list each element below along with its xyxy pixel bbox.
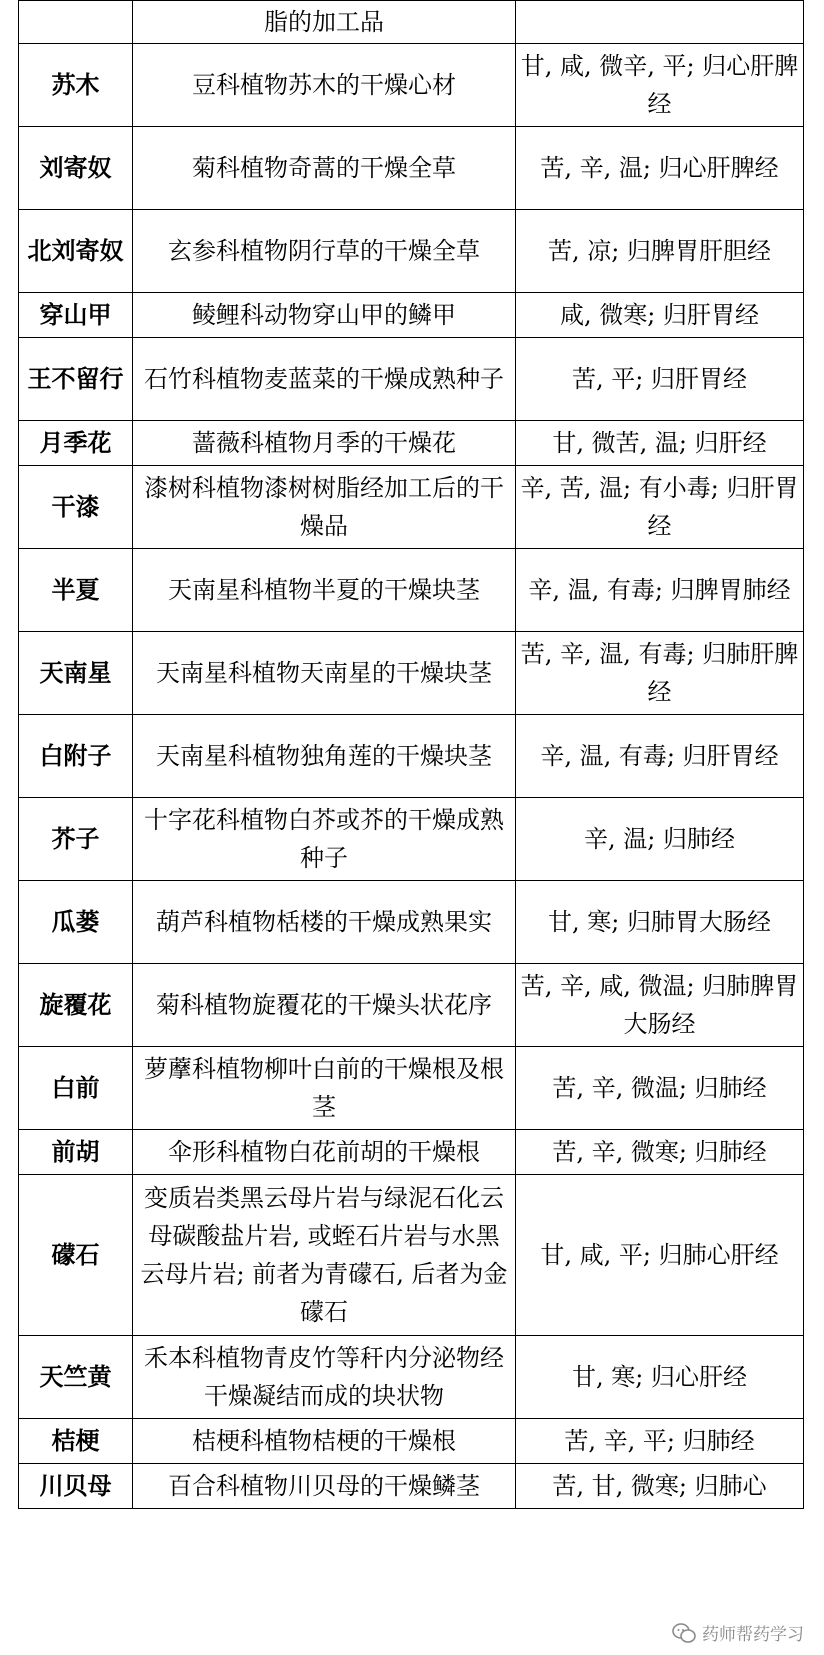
herb-property-cell: 苦, 辛, 平; 归肺经 bbox=[516, 1419, 804, 1464]
herb-source-cell: 葫芦科植物栝楼的干燥成熟果实 bbox=[133, 881, 516, 964]
herb-source-cell: 桔梗科植物桔梗的干燥根 bbox=[133, 1419, 516, 1464]
herb-name-cell: 苏木 bbox=[19, 44, 133, 127]
table-row bbox=[19, 1130, 804, 1175]
herb-table bbox=[18, 0, 804, 1509]
herb-property-cell: 咸, 微寒; 归肝胃经 bbox=[516, 293, 804, 338]
continuation-row bbox=[19, 1, 804, 44]
table-row bbox=[19, 549, 804, 632]
herb-source-cell: 菊科植物旋覆花的干燥头状花序 bbox=[133, 964, 516, 1047]
herb-name-cell: 天竺黄 bbox=[19, 1336, 133, 1419]
herb-property-cell: 苦, 凉; 归脾胃肝胆经 bbox=[516, 210, 804, 293]
herb-property-cell: 辛, 温; 归肺经 bbox=[516, 798, 804, 881]
herb-source-cell: 变质岩类黑云母片岩与绿泥石化云母碳酸盐片岩, 或蛭石片岩与水黑云母片岩; 前者为青礞石, 后者为金礞石 bbox=[133, 1175, 516, 1336]
herb-property-cell: 辛, 苦, 温; 有小毒; 归肝胃经 bbox=[516, 466, 804, 549]
herb-name-cell: 月季花 bbox=[19, 421, 133, 466]
herb-name-cell: 刘寄奴 bbox=[19, 127, 133, 210]
table-row bbox=[19, 881, 804, 964]
table-row bbox=[19, 210, 804, 293]
herb-name-cell: 天南星 bbox=[19, 632, 133, 715]
herb-name-cell: 白前 bbox=[19, 1047, 133, 1130]
herb-name-cell: 穿山甲 bbox=[19, 293, 133, 338]
herb-name-cell: 川贝母 bbox=[19, 1464, 133, 1509]
watermark-text: 药师帮药学习 bbox=[702, 1625, 804, 1645]
herb-property-cell: 苦, 平; 归肝胃经 bbox=[516, 338, 804, 421]
herb-property-cell: 辛, 温, 有毒; 归肝胃经 bbox=[516, 715, 804, 798]
herb-property-cell: 苦, 辛, 咸, 微温; 归肺脾胃大肠经 bbox=[516, 964, 804, 1047]
herb-source-cell: 伞形科植物白花前胡的干燥根 bbox=[133, 1130, 516, 1175]
herb-property-cell: 苦, 辛, 温; 归心肝脾经 bbox=[516, 127, 804, 210]
table-row bbox=[19, 293, 804, 338]
herb-property-cell: 甘, 寒; 归肺胃大肠经 bbox=[516, 881, 804, 964]
continuation-name-cell bbox=[19, 1, 133, 44]
herb-property-cell: 苦, 辛, 微寒; 归肺经 bbox=[516, 1130, 804, 1175]
herb-name-cell: 白附子 bbox=[19, 715, 133, 798]
herb-name-cell: 北刘寄奴 bbox=[19, 210, 133, 293]
table-row bbox=[19, 1175, 804, 1336]
herb-name-cell: 礞石 bbox=[19, 1175, 133, 1336]
herb-source-cell: 十字花科植物白芥或芥的干燥成熟种子 bbox=[133, 798, 516, 881]
herb-source-cell: 萝藦科植物柳叶白前的干燥根及根茎 bbox=[133, 1047, 516, 1130]
herb-source-cell: 漆树科植物漆树树脂经加工后的干燥品 bbox=[133, 466, 516, 549]
herb-property-cell: 甘, 咸, 平; 归肺心肝经 bbox=[516, 1175, 804, 1336]
herb-name-cell: 瓜蒌 bbox=[19, 881, 133, 964]
herb-source-cell: 天南星科植物天南星的干燥块茎 bbox=[133, 632, 516, 715]
herb-source-cell: 蔷薇科植物月季的干燥花 bbox=[133, 421, 516, 466]
table-row bbox=[19, 338, 804, 421]
table-row bbox=[19, 1047, 804, 1130]
herb-property-cell: 甘, 微苦, 温; 归肝经 bbox=[516, 421, 804, 466]
table-row bbox=[19, 466, 804, 549]
herb-source-cell: 鲮鲤科动物穿山甲的鳞甲 bbox=[133, 293, 516, 338]
herb-property-cell: 甘, 咸, 微辛, 平; 归心肝脾经 bbox=[516, 44, 804, 127]
herb-source-cell: 菊科植物奇蒿的干燥全草 bbox=[133, 127, 516, 210]
continuation-property-cell bbox=[516, 1, 804, 44]
table-row bbox=[19, 1336, 804, 1419]
herb-source-cell: 百合科植物川贝母的干燥鳞茎 bbox=[133, 1464, 516, 1509]
herb-name-cell: 干漆 bbox=[19, 466, 133, 549]
herb-name-cell: 王不留行 bbox=[19, 338, 133, 421]
continuation-source-cell: 脂的加工品 bbox=[133, 1, 516, 44]
table-row bbox=[19, 1464, 804, 1509]
table-row bbox=[19, 1419, 804, 1464]
table-row bbox=[19, 798, 804, 881]
herb-source-cell: 禾本科植物青皮竹等秆内分泌物经干燥凝结而成的块状物 bbox=[133, 1336, 516, 1419]
herb-name-cell: 半夏 bbox=[19, 549, 133, 632]
herb-property-cell: 苦, 辛, 微温; 归肺经 bbox=[516, 1047, 804, 1130]
table-row bbox=[19, 421, 804, 466]
herb-source-cell: 玄参科植物阴行草的干燥全草 bbox=[133, 210, 516, 293]
herb-property-cell: 苦, 辛, 温, 有毒; 归肺肝脾经 bbox=[516, 632, 804, 715]
table-row bbox=[19, 44, 804, 127]
herb-property-cell: 苦, 甘, 微寒; 归肺心 bbox=[516, 1464, 804, 1509]
herb-table-body bbox=[19, 1, 804, 1509]
watermark bbox=[672, 1620, 804, 1645]
herb-name-cell: 前胡 bbox=[19, 1130, 133, 1175]
herb-source-cell: 石竹科植物麦蓝菜的干燥成熟种子 bbox=[133, 338, 516, 421]
table-row bbox=[19, 127, 804, 210]
table-row bbox=[19, 715, 804, 798]
herb-source-cell: 天南星科植物半夏的干燥块茎 bbox=[133, 549, 516, 632]
table-row bbox=[19, 964, 804, 1047]
herb-name-cell: 桔梗 bbox=[19, 1419, 133, 1464]
herb-property-cell: 辛, 温, 有毒; 归脾胃肺经 bbox=[516, 549, 804, 632]
herb-property-cell: 甘, 寒; 归心肝经 bbox=[516, 1336, 804, 1419]
herb-source-cell: 天南星科植物独角莲的干燥块茎 bbox=[133, 715, 516, 798]
herb-name-cell: 芥子 bbox=[19, 798, 133, 881]
table-row bbox=[19, 632, 804, 715]
herb-name-cell: 旋覆花 bbox=[19, 964, 133, 1047]
herb-source-cell: 豆科植物苏木的干燥心材 bbox=[133, 44, 516, 127]
wechat-icon bbox=[672, 1622, 696, 1644]
